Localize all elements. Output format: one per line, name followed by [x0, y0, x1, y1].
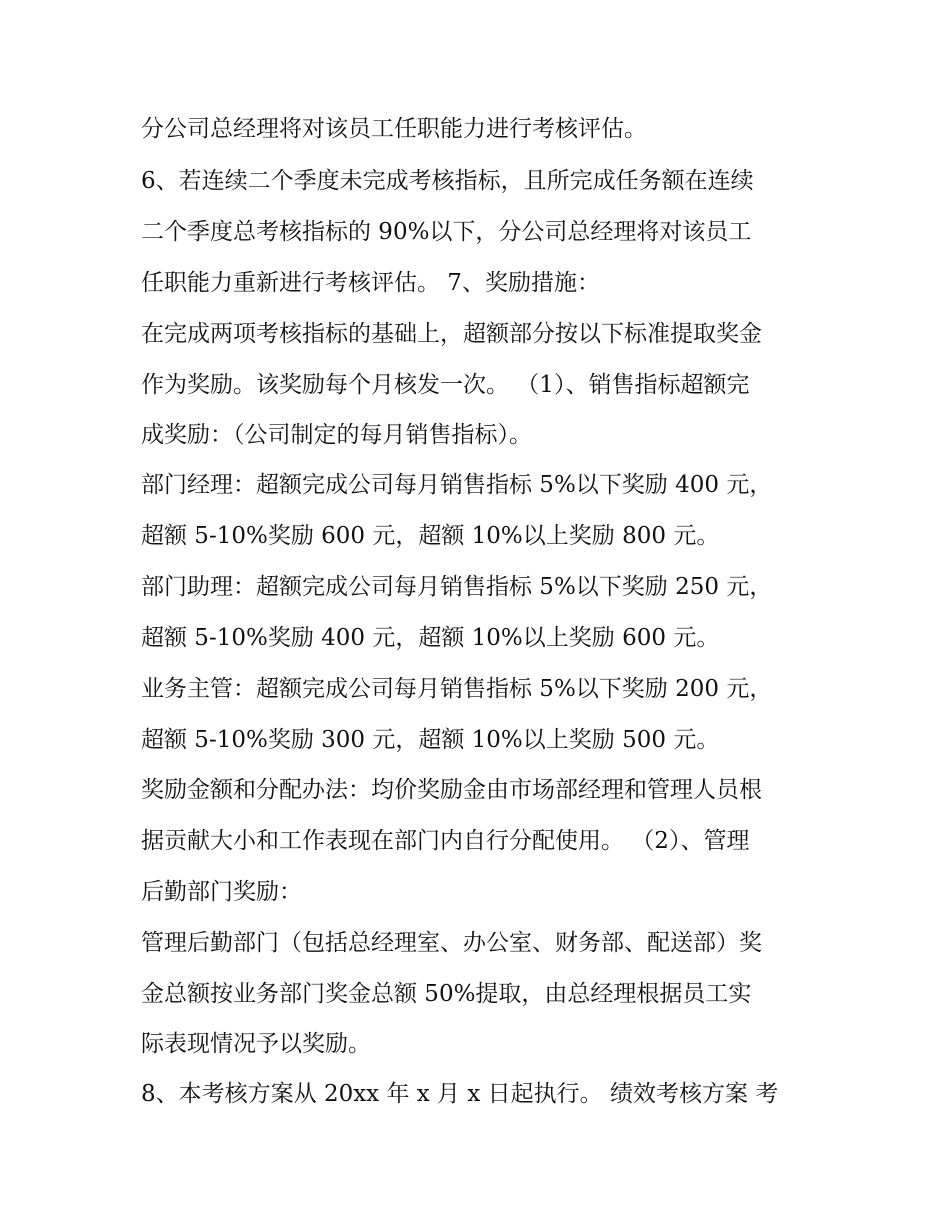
text-line: 成奖励：（公司制定的每月销售指标）。 [141, 422, 532, 448]
text-line: 在完成两项考核指标的基础上，超额部分按以下标准提取奖金 [141, 321, 762, 347]
text-line: 二个季度总考核指标的 90%以下，分公司总经理将对该员工 [141, 219, 752, 245]
text-line: 据贡献大小和工作表现在部门内自行分配使用。 （2）、管理 [141, 828, 750, 854]
text-line: 分公司总经理将对该员工任职能力进行考核评估。 [141, 116, 647, 142]
text-line: 管理后勤部门（包括总经理室、办公室、财务部、配送部）奖 [141, 930, 762, 956]
text-line: 部门助理：超额完成公司每月销售指标 5%以下奖励 250 元， [141, 574, 773, 600]
text-line: 奖励金额和分配办法：均价奖励金由市场部经理和管理人员根 [141, 777, 762, 803]
text-line: 超额 5-10%奖励 300 元，超额 10%以上奖励 500 元。 [141, 727, 720, 753]
text-line: 6、若连续二个季度未完成考核指标，且所完成任务额在连续 [141, 168, 754, 194]
text-line: 8、本考核方案从 20xx 年 x 月 x 日起执行。 绩效考核方案 考 [141, 1081, 779, 1107]
text-line: 超额 5-10%奖励 400 元，超额 10%以上奖励 600 元。 [141, 625, 720, 651]
text-line: 际表现情况予以奖励。 [141, 1031, 371, 1057]
text-line: 业务主管：超额完成公司每月销售指标 5%以下奖励 200 元， [141, 676, 773, 702]
text-line: 部门经理：超额完成公司每月销售指标 5%以下奖励 400 元， [141, 472, 773, 498]
text-line: 任职能力重新进行考核评估。 7、奖励措施： [141, 270, 600, 296]
text-line: 作为奖励。该奖励每个月核发一次。 （1）、销售指标超额完 [141, 372, 750, 398]
text-line: 金总额按业务部门奖金总额 50%提取，由总经理根据员工实 [141, 981, 752, 1007]
text-line: 超额 5-10%奖励 600 元，超额 10%以上奖励 800 元。 [141, 523, 720, 549]
text-line: 后勤部门奖励： [141, 879, 302, 905]
